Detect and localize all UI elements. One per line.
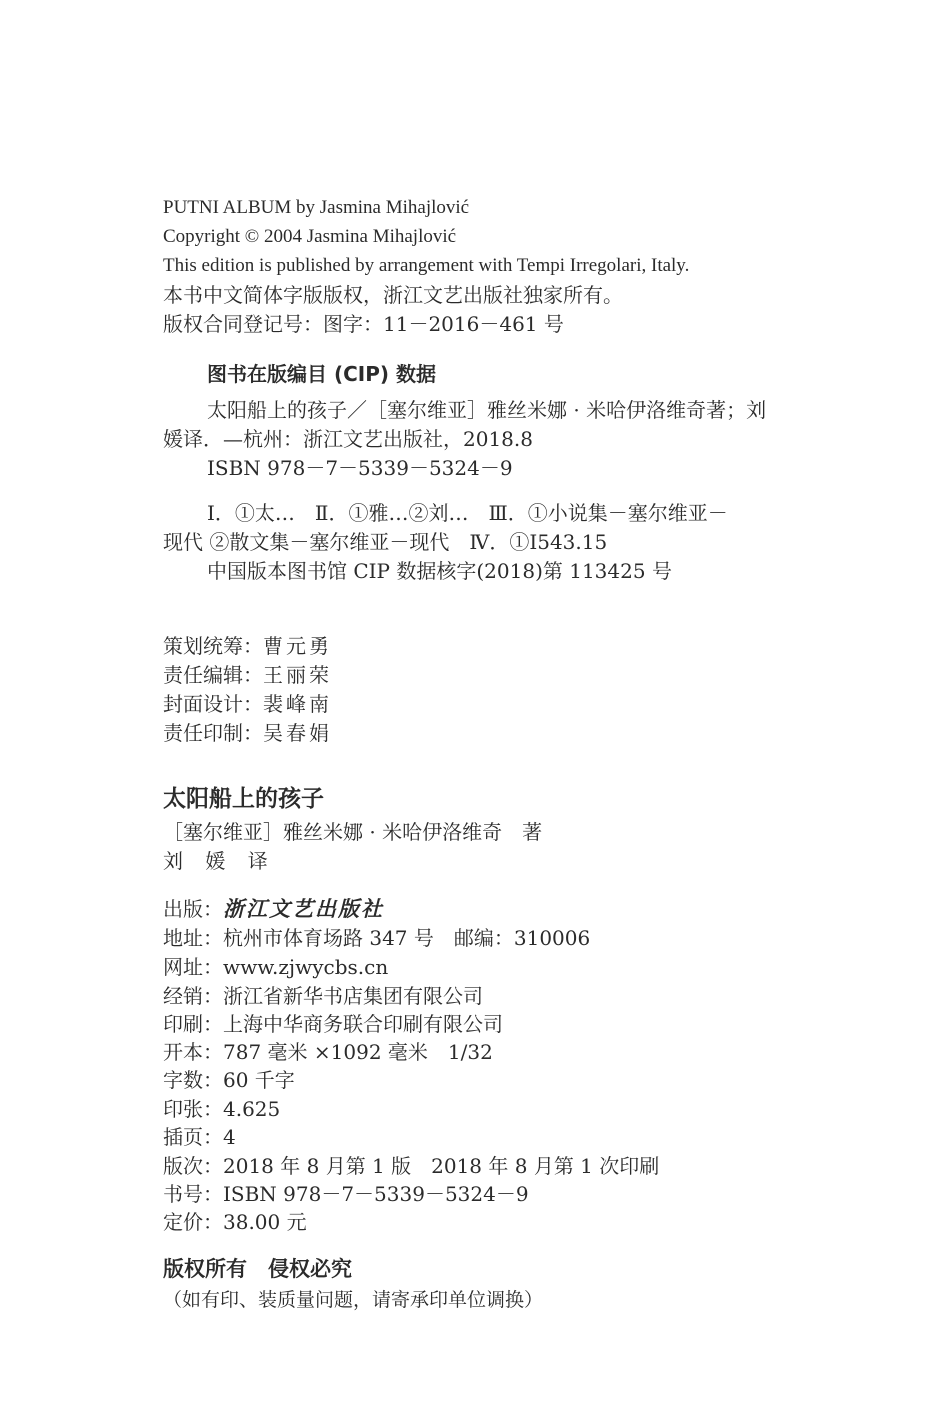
price: 定价：38.00 元 [163,1210,307,1234]
original-title-line: PUTNI ALBUM by Jasmina Mihajlović [163,197,470,218]
staff-row [163,662,332,688]
cip-entry-line-2: 媛译．—杭州：浙江文艺出版社，2018.8 [163,427,533,451]
arrangement-line: This edition is published by arrangement with Tempi Irregolari, Italy. [163,255,690,276]
publisher-address: 地址：杭州市体育场路 347 号 邮编：310006 [163,926,591,950]
book-author: ［塞尔维亚］雅丝米娜 · 米哈伊洛维奇 著 [163,820,543,844]
word-count: 字数：60 千字 [163,1068,295,1092]
book-number: 书号：ISBN 978－7－5339－5324－9 [163,1182,529,1206]
staff-role: 责任编辑： [163,663,263,687]
staff-row [163,633,332,659]
plates: 插页：4 [163,1125,236,1149]
cip-record-number: 中国版本图书馆 CIP 数据核字(2018)第 113425 号 [207,559,672,583]
book-translator: 刘 媛 译 [163,849,276,873]
staff-role: 责任印制： [163,721,263,745]
staff-row [163,720,332,746]
publisher-logo: 浙江文艺出版社 [223,896,384,921]
cip-entry-line-1: 太阳船上的孩子／［塞尔维亚］雅丝米娜 · 米哈伊洛维奇著；刘 [207,398,767,422]
staff-role: 封面设计： [163,692,263,716]
staff-name: 王丽荣 [263,663,332,687]
staff-name: 吴春娟 [263,721,332,745]
staff-role: 策划统筹： [163,634,263,658]
contract-registration: 版权合同登记号：图字：11－2016－461 号 [163,312,564,336]
publisher-row [163,896,384,922]
printer: 印刷：上海中华商务联合印刷有限公司 [163,1012,503,1036]
publisher-website: 网址：www.zjwycbs.cn [163,955,389,979]
staff-row [163,691,332,717]
staff-name: 裴峰南 [263,692,332,716]
staff-name: 曹元勇 [263,634,332,658]
rights-notice: 版权所有 侵权必究 [163,1257,352,1281]
cip-classification-line-1: Ⅰ．①太… Ⅱ．①雅…②刘… Ⅲ．①小说集－塞尔维亚－ [207,501,728,525]
cip-heading: 图书在版编目 (CIP) 数据 [207,362,436,386]
quality-note: （如有印、装质量问题，请寄承印单位调换） [163,1289,544,1311]
printed-sheets: 印张：4.625 [163,1097,281,1121]
edition: 版次：2018 年 8 月第 1 版 2018 年 8 月第 1 次印刷 [163,1154,660,1178]
distributor: 经销：浙江省新华书店集团有限公司 [163,984,483,1008]
cip-classification-line-2: 现代 ②散文集－塞尔维亚－现代 Ⅳ．①I543.15 [163,530,608,554]
publisher-label: 出版： [163,897,223,921]
format: 开本：787 毫米 ×1092 毫米 1/32 [163,1040,493,1064]
cip-isbn: ISBN 978－7－5339－5324－9 [207,456,513,480]
copyright-line: Copyright © 2004 Jasmina Mihajlović [163,226,457,247]
book-title: 太阳船上的孩子 [163,786,324,812]
rights-statement: 本书中文简体字版版权，浙江文艺出版社独家所有。 [163,283,623,307]
